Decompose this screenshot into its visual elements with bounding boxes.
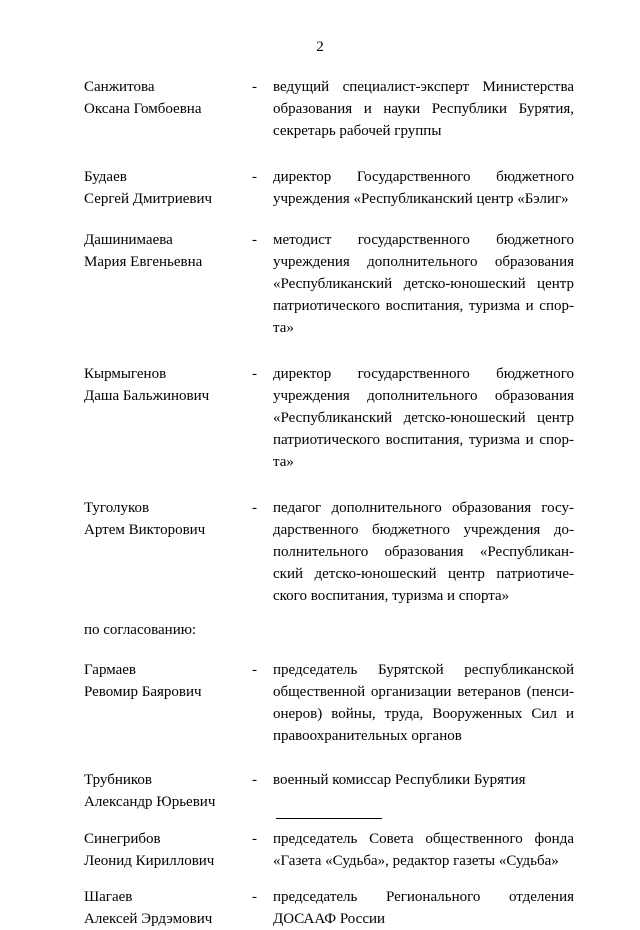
role-line: полнительного образования «Республикан- (273, 544, 574, 560)
member-entry-tugolukov (84, 497, 574, 607)
member-role (273, 497, 574, 607)
member-name (84, 769, 252, 813)
dash-separator: - (252, 662, 257, 678)
dash-separator: - (252, 79, 257, 95)
role-line: методист государственного бюджетного (273, 232, 574, 248)
role-line: патриотического воспитания, туризма и спор- (273, 432, 574, 448)
role-line: ского воспитания, туризма и спорта» (273, 588, 510, 604)
role-line: учреждения дополнительного образования (273, 254, 574, 270)
member-entry-budaev (84, 166, 574, 210)
closing-rule-divider (276, 818, 382, 819)
page-number: 2 (316, 39, 324, 55)
role-line: директор государственного бюджетного (273, 366, 574, 382)
member-surname: Будаев (84, 169, 127, 185)
role-line: учреждения дополнительного образования (273, 388, 574, 404)
member-entry-shagaev (84, 886, 574, 930)
role-line: «Республиканский детско-юношеский центр (273, 410, 574, 426)
dash-separator: - (252, 889, 257, 905)
role-line: педагог дополнительного образования госу- (273, 500, 574, 516)
role-line: ДОСААФ России (273, 911, 386, 927)
role-line: «Газета «Судьба», редактор газеты «Судьба» (273, 853, 559, 869)
role-line: ский детско-юношеский центр патриотиче- (273, 566, 574, 582)
member-surname: Кырмыгенов (84, 366, 167, 382)
role-line: секретарь рабочей группы (273, 123, 442, 139)
member-role (273, 769, 574, 813)
member-role (273, 166, 574, 210)
agreement-section-label: по согласованию: (84, 622, 197, 638)
role-line: та» (273, 454, 294, 470)
role-line: онеров) войны, труда, Вооруженных Сил и (273, 706, 574, 722)
member-entry-dashinimaeva (84, 229, 574, 339)
member-given-name: Александр Юрьевич (84, 794, 216, 810)
member-role (273, 828, 574, 872)
member-role (273, 886, 574, 930)
member-given-name: Мария Евгеньевна (84, 254, 203, 270)
role-line: директор Государственного бюджетного (273, 169, 574, 185)
role-line: председатель Совета общественного фонда (273, 831, 574, 847)
member-given-name: Леонид Кириллович (84, 853, 215, 869)
member-role (273, 229, 574, 339)
dash-separator: - (252, 831, 257, 847)
member-entry-sanzhitova (84, 76, 574, 142)
dash-separator: - (252, 232, 257, 248)
role-line: та» (273, 320, 294, 336)
member-given-name: Оксана Гомбоевна (84, 101, 202, 117)
role-line: ведущий специалист-эксперт Министерства (273, 79, 574, 95)
role-line: образования и науки Республики Бурятия, (273, 101, 574, 117)
members-list (84, 76, 574, 930)
role-line: общественной организации ветеранов (пенси- (273, 684, 574, 700)
member-surname: Гармаев (84, 662, 137, 678)
member-given-name: Сергей Дмитриевич (84, 191, 213, 207)
member-given-name: Артем Викторович (84, 522, 206, 538)
member-entry-trubnikov (84, 769, 574, 813)
member-role (273, 363, 574, 473)
member-name (84, 886, 252, 930)
member-given-name: Даша Бальжинович (84, 388, 210, 404)
role-line: военный комиссар Республики Бурятия (273, 772, 526, 788)
dash-separator: - (252, 169, 257, 185)
role-line: учреждения «Республиканский центр «Бэлиг» (273, 191, 569, 207)
role-line: патриотического воспитания, туризма и спор- (273, 298, 574, 314)
member-surname: Синегрибов (84, 831, 161, 847)
member-name (84, 497, 252, 607)
member-surname: Санжитова (84, 79, 155, 95)
member-surname: Дашинимаева (84, 232, 173, 248)
member-name (84, 363, 252, 473)
dash-separator: - (252, 366, 257, 382)
member-role (273, 659, 574, 747)
member-entry-sinegribov (84, 828, 574, 872)
dash-separator: - (252, 772, 257, 788)
member-name (84, 76, 252, 142)
member-role (273, 76, 574, 142)
member-name (84, 166, 252, 210)
role-line: правоохранительных органов (273, 728, 462, 744)
member-entry-garmaev (84, 659, 574, 747)
role-line: председатель Бурятской республиканской (273, 662, 574, 678)
role-line: «Республиканский детско-юношеский центр (273, 276, 574, 292)
member-name (84, 659, 252, 747)
member-surname: Шагаев (84, 889, 133, 905)
member-given-name: Алексей Эрдэмович (84, 911, 213, 927)
member-entry-kyrmygenov (84, 363, 574, 473)
member-name (84, 828, 252, 872)
role-line: председатель Регионального отделения (273, 889, 574, 905)
member-name (84, 229, 252, 339)
member-given-name: Ревомир Баярович (84, 684, 202, 700)
member-surname: Трубников (84, 772, 152, 788)
dash-separator: - (252, 500, 257, 516)
member-surname: Туголуков (84, 500, 150, 516)
role-line: дарственного бюджетного учреждения до- (273, 522, 574, 538)
